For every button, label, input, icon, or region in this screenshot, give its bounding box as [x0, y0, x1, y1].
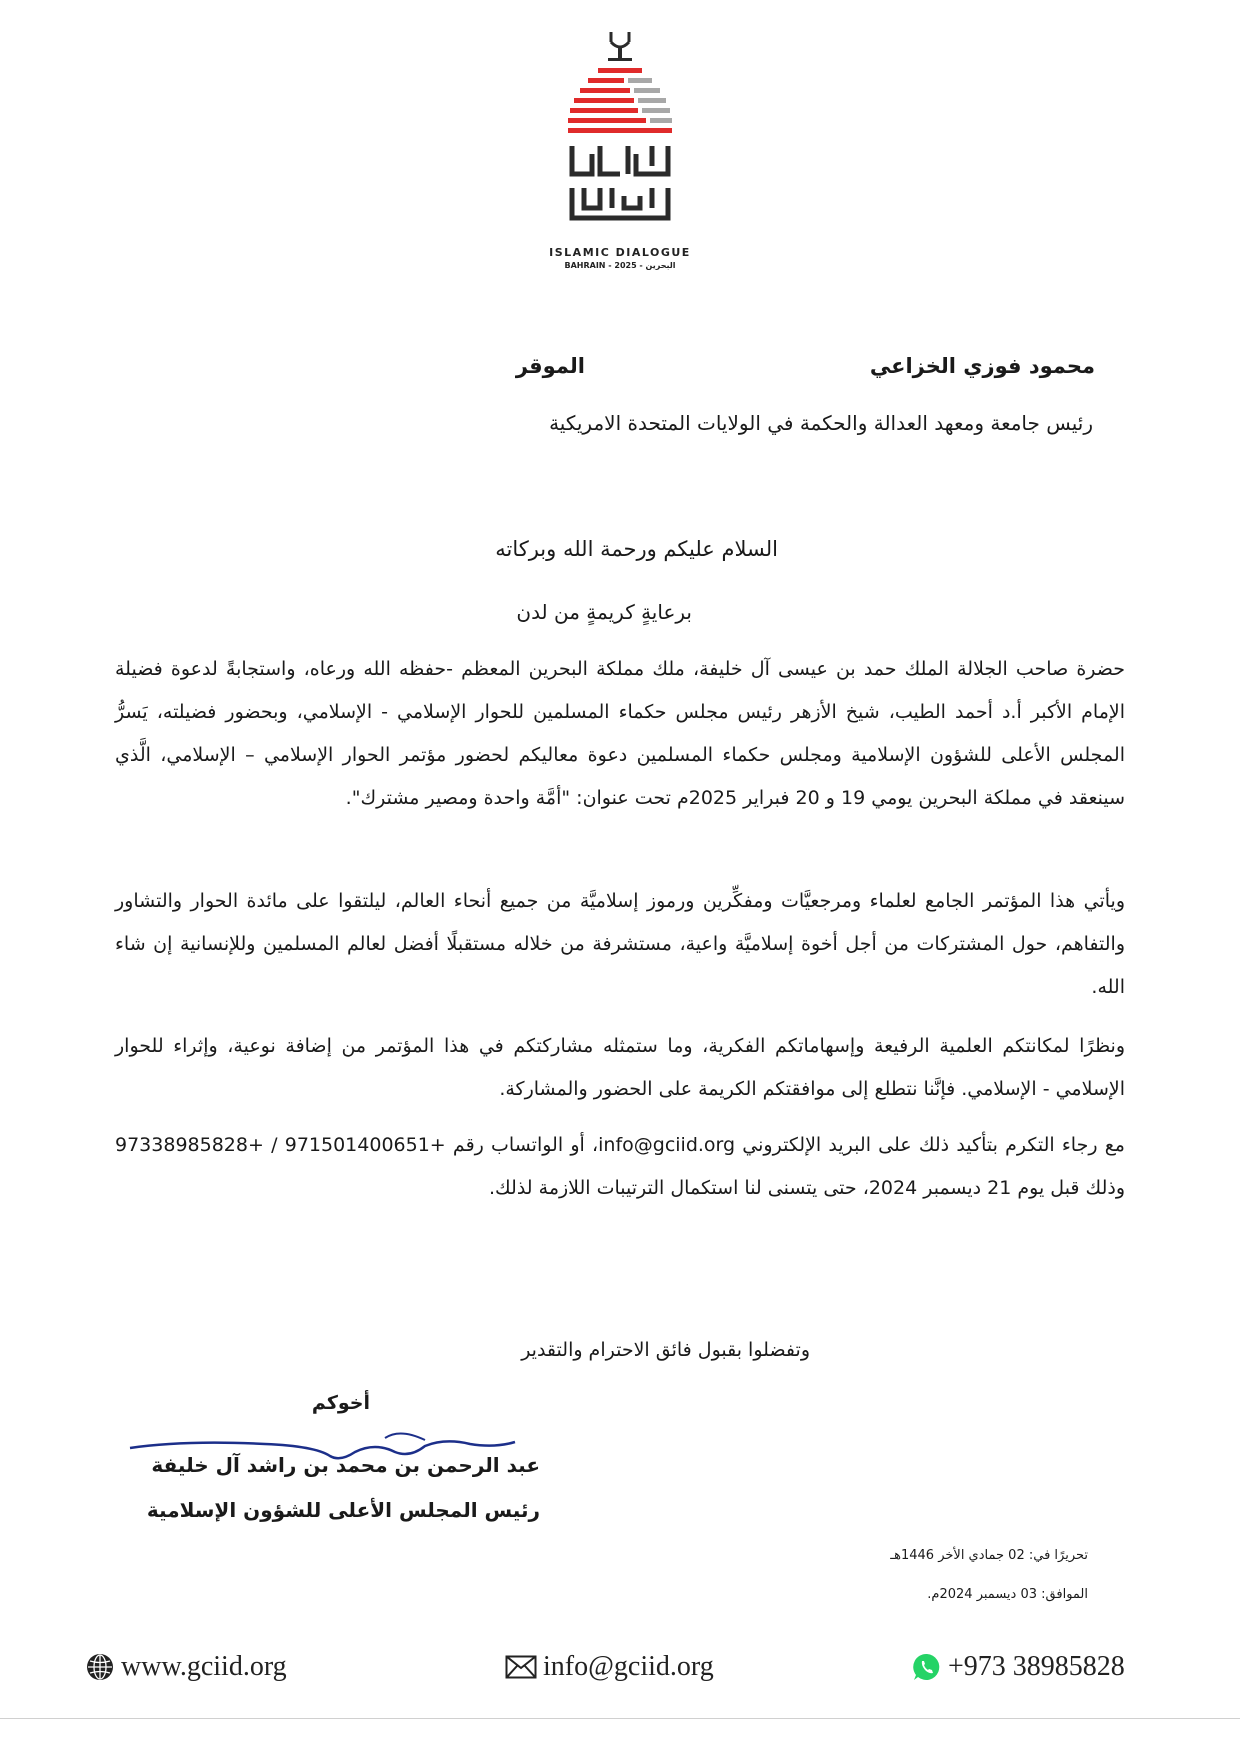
recipient-title: رئيس جامعة ومعهد العدالة والحكمة في الولايات المتحدة الامريكية — [549, 411, 1093, 435]
email-text[interactable]: info@gciid.org — [543, 1651, 714, 1682]
signatory-name: عبد الرحمن بن محمد بن راشد آل خليفة — [151, 1453, 540, 1477]
logo-subcaption: BAHRAIN - 2025 - البحرين — [564, 261, 676, 270]
body-paragraph-1 — [115, 648, 1125, 820]
recipient-name: محمود فوزي الخزاعي — [869, 354, 1095, 378]
website-text[interactable]: www.gciid.org — [121, 1651, 287, 1682]
paragraph-text: حضرة صاحب الجلالة الملك حمد بن عيسى آل خليفة، ملك مملكة البحرين المعظم -حفظه الله ورعاه، واستجابةً لدعوة فضيلة الإمام الأكبر أ.د أحمد الطيب، شيخ الأزهر رئيس مجلس حكماء المسلمين للحوار الإسلامي - الإسلامي، وبحضور فضيلته، يَسرُّ المجلس الأعلى للشؤون الإسلامية ومجلس حكماء المسلمين دعوة معاليكم لحضور مؤتمر الحوار الإسلامي – الإسلامي، الَّذي سينعقد في مملكة البحرين يومي 19 و 20 فبراير 2025م تحت عنوان: "أمَّة واحدة ومصير مشترك". — [115, 658, 1125, 809]
paragraph-text: ويأتي هذا المؤتمر الجامع لعلماء ومرجعيَّات ومفكِّرين ورموز إسلاميَّة من جميع أنحاء العالم، ليلتقوا على مائدة الحوار والتشاور والتفاهم، حول المشتركات من أجل أخوة إسلاميَّة واعية، مستشرفة من خلاله مستقبلًا أفضل لعالم المسلمين وللإنسانية إن شاء الله. — [115, 890, 1125, 998]
recipient-honorific: الموقر — [515, 354, 585, 378]
greeting: السلام عليكم ورحمة الله وبركاته — [495, 537, 778, 561]
closing-line: وتفضلوا بقبول فائق الاحترام والتقدير — [521, 1339, 810, 1361]
paragraph-text: ونظرًا لمكانتكم العلمية الرفيعة وإسهاماتكم الفكرية، وما ستمثله مشاركتكم في هذا المؤتمر من إضافة نوعية، وإثراء للحوار الإسلامي - الإسلامي. فإنَّنا نتطلع إلى موافقتكم الكريمة على الحضور والمشاركة. — [115, 1035, 1125, 1100]
footer-email[interactable] — [505, 1651, 714, 1683]
globe-icon — [85, 1652, 115, 1682]
paragraph-text: مع رجاء التكرم بتأكيد ذلك على البريد الإلكتروني info@gciid.org، أو الواتساب رقم +971501400651 / +97338985828 وذلك قبل يوم 21 ديسمبر 2024، حتى يتسنى لنا استكمال الترتيبات اللازمة لذلك. — [115, 1134, 1125, 1199]
footer-divider — [0, 1718, 1240, 1719]
whatsapp-icon — [912, 1652, 942, 1682]
footer-website[interactable] — [85, 1651, 287, 1683]
body-paragraph-3 — [115, 1025, 1125, 1111]
body-paragraph-4 — [115, 1124, 1125, 1210]
gregorian-date: الموافق: 03 ديسمبر 2024م. — [927, 1587, 1088, 1602]
patronage-line: برعايةٍ كريمةٍ من لدن — [516, 600, 692, 624]
logo-mark — [540, 28, 700, 243]
body-paragraph-2 — [115, 880, 1125, 1009]
logo-caption: ISLAMIC DIALOGUE — [549, 246, 691, 259]
signoff: أخوكم — [311, 1392, 370, 1414]
footer-phone[interactable] — [912, 1651, 1125, 1683]
conference-logo — [540, 28, 700, 268]
signatory-title: رئيس المجلس الأعلى للشؤون الإسلامية — [146, 1498, 540, 1522]
phone-text[interactable]: +973 38985828 — [948, 1651, 1125, 1682]
envelope-icon — [505, 1655, 537, 1679]
hijri-date: تحريرًا في: 02 جمادي الأخر 1446هـ — [890, 1548, 1088, 1563]
